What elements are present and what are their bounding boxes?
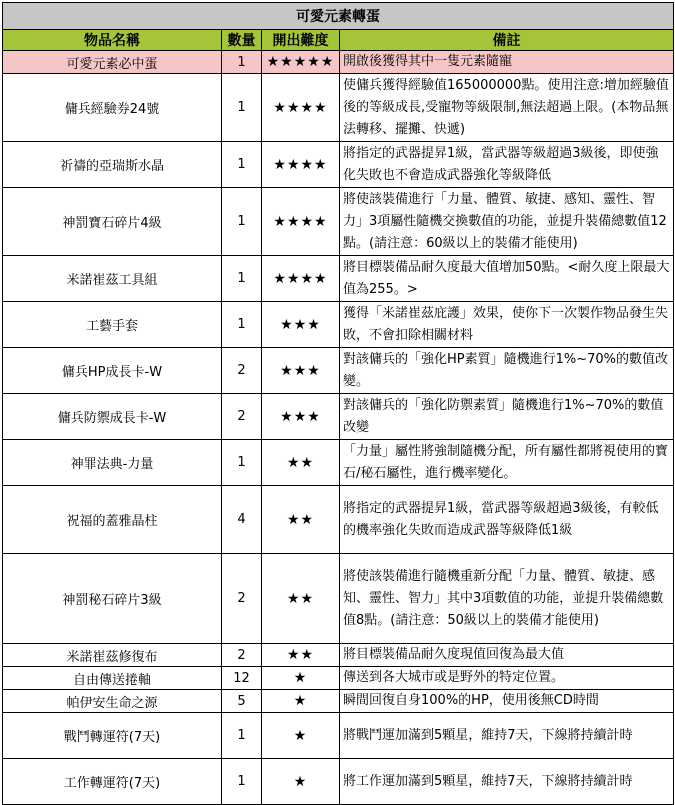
header-notes: 備註 [340, 30, 674, 51]
item-name: 祈禱的亞瑞斯水晶 [3, 142, 222, 188]
table-row [3, 142, 674, 188]
item-note: 將使該裝備進行隨機重新分配「力量、體質、敏捷、感知、靈性、智力」其中3項數值的功能，並提升裝備總數值8點。(請注意：50級以上的裝備才能使用) [340, 554, 674, 644]
item-note: 將指定的武器提昇1級，當武器等級超過3級後，即使強化失敗也不會造成武器強化等級降低 [340, 142, 674, 188]
item-name: 神罰寶石碎片4級 [3, 188, 222, 256]
table-row [3, 256, 674, 302]
item-name: 工作轉運符(7天) [3, 759, 222, 805]
item-quantity: 2 [222, 554, 262, 644]
header-difficulty: 開出難度 [262, 30, 340, 51]
item-quantity: 1 [222, 713, 262, 759]
item-name: 傭兵防禦成長卡-W [3, 394, 222, 440]
item-quantity: 2 [222, 394, 262, 440]
header-row [3, 30, 674, 51]
item-note: 傳送到各大城市或是野外的特定位置。 [340, 667, 674, 690]
table-row [3, 440, 674, 486]
item-quantity: 1 [222, 74, 262, 142]
item-name: 神罪法典-力量 [3, 440, 222, 486]
table-row [3, 690, 674, 713]
table-row [3, 486, 674, 554]
item-note: 獲得「米諾崔茲庇護」效果，使你下一次製作物品發生失敗，不會扣除相關材料 [340, 302, 674, 348]
item-difficulty: ★★ [262, 554, 340, 644]
item-quantity: 5 [222, 690, 262, 713]
table-row [3, 759, 674, 805]
table-row [3, 188, 674, 256]
item-note: 「力量」屬性將強制隨機分配，所有屬性都將視使用的寶石/秘石屬性，進行機率變化。 [340, 440, 674, 486]
item-quantity: 1 [222, 440, 262, 486]
item-note: 將戰鬥運加滿到5顆星，維持7天，下線將持續計時 [340, 713, 674, 759]
item-quantity: 1 [222, 188, 262, 256]
item-quantity: 2 [222, 644, 262, 667]
item-quantity: 1 [222, 759, 262, 805]
item-difficulty: ★★★ [262, 348, 340, 394]
item-difficulty: ★ [262, 759, 340, 805]
item-difficulty: ★★★★ [262, 74, 340, 142]
item-name: 祝福的蓋雅晶柱 [3, 486, 222, 554]
item-note: 開啟後獲得其中一隻元素隨寵 [340, 51, 674, 74]
item-difficulty: ★★★ [262, 394, 340, 440]
item-quantity: 12 [222, 667, 262, 690]
item-name: 工藝手套 [3, 302, 222, 348]
item-quantity: 4 [222, 486, 262, 554]
table-row [3, 713, 674, 759]
item-name: 帕伊安生命之源 [3, 690, 222, 713]
item-name: 傭兵HP成長卡-W [3, 348, 222, 394]
table-row [3, 644, 674, 667]
item-name: 自由傳送捲軸 [3, 667, 222, 690]
item-quantity: 1 [222, 256, 262, 302]
item-difficulty: ★★ [262, 644, 340, 667]
table-row [3, 74, 674, 142]
table-row [3, 302, 674, 348]
item-name: 可愛元素必中蛋 [3, 51, 222, 74]
item-difficulty: ★★★★★ [262, 51, 340, 74]
item-note: 將指定的武器提昇1級，當武器等級超過3級後，有較低的機率強化失敗而造成武器等級降低1級 [340, 486, 674, 554]
item-note: 對該傭兵的「強化HP素質」隨機進行1%~70%的數值改變。 [340, 348, 674, 394]
item-difficulty: ★★★ [262, 302, 340, 348]
item-difficulty: ★★ [262, 440, 340, 486]
item-quantity: 1 [222, 302, 262, 348]
item-name: 戰鬥轉運符(7天) [3, 713, 222, 759]
gacha-item-table [2, 2, 674, 805]
item-difficulty: ★★ [262, 486, 340, 554]
table-row [3, 554, 674, 644]
item-difficulty: ★★★★ [262, 142, 340, 188]
table-row [3, 667, 674, 690]
item-quantity: 2 [222, 348, 262, 394]
item-difficulty: ★ [262, 713, 340, 759]
item-note: 將工作運加滿到5顆星，維持7天，下線將持續計時 [340, 759, 674, 805]
table-row [3, 348, 674, 394]
item-name: 米諾崔茲工具組 [3, 256, 222, 302]
table-row [3, 394, 674, 440]
table-row [3, 51, 674, 74]
item-note: 將使該裝備進行「力量、體質、敏捷、感知、靈性、智力」3項屬性隨機交換數值的功能，並提升裝備總數值12點。(請注意：60級以上的裝備才能使用) [340, 188, 674, 256]
item-note: 對該傭兵的「強化防禦素質」隨機進行1%~70%的數值改變 [340, 394, 674, 440]
item-quantity: 1 [222, 142, 262, 188]
header-item-name: 物品名稱 [3, 30, 222, 51]
item-difficulty: ★ [262, 667, 340, 690]
header-quantity: 數量 [222, 30, 262, 51]
item-name: 神罰秘石碎片3級 [3, 554, 222, 644]
item-difficulty: ★★★★ [262, 188, 340, 256]
item-note: 使傭兵獲得經驗值165000000點。使用注意:增加經驗值後的等級成長,受寵物等級限制,無法超過上限。(本物品無法轉移、擺攤、快遞) [340, 74, 674, 142]
item-name: 米諾崔茲修復布 [3, 644, 222, 667]
item-note: 將目標裝備品耐久度最大值增加50點。<耐久度上限最大值為255。> [340, 256, 674, 302]
table-title: 可愛元素轉蛋 [3, 3, 674, 30]
item-note: 將目標裝備品耐久度現值回復為最大值 [340, 644, 674, 667]
item-quantity: 1 [222, 51, 262, 74]
item-difficulty: ★ [262, 690, 340, 713]
item-name: 傭兵經驗券24號 [3, 74, 222, 142]
item-difficulty: ★★★★ [262, 256, 340, 302]
item-note: 瞬間回復自身100%的HP，使用後無CD時間 [340, 690, 674, 713]
